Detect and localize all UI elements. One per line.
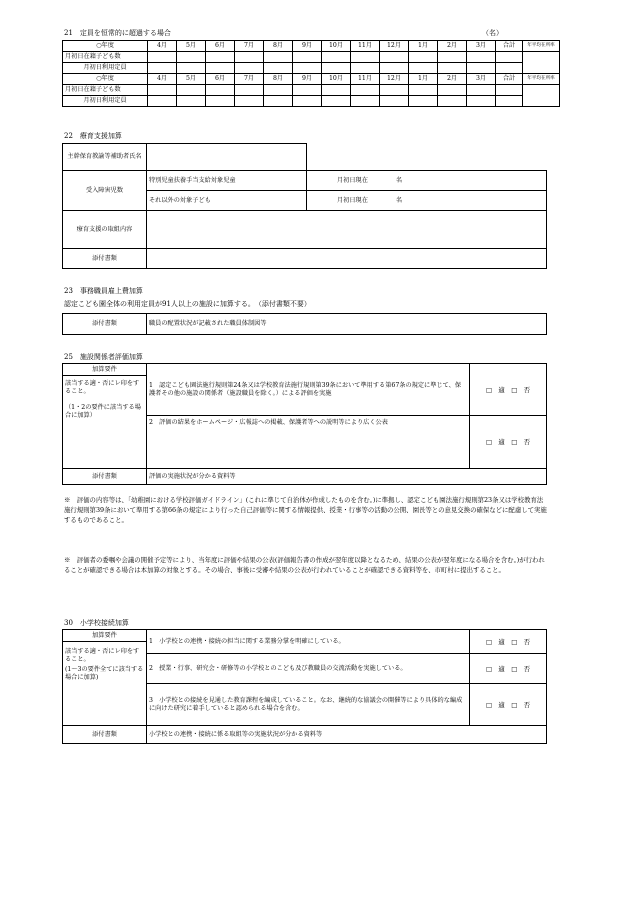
cell[interactable] [264, 63, 293, 74]
cell[interactable] [293, 85, 322, 96]
cell[interactable] [409, 85, 438, 96]
cell[interactable] [293, 63, 322, 74]
content-value[interactable] [147, 211, 547, 249]
month-header: 4月 [148, 74, 177, 85]
section-25-table [62, 363, 547, 485]
req-1: 1 小学校との連携・接続の担当に関する業務分掌を明確にしている。 [147, 630, 470, 654]
check-2[interactable]: □ 適 □ 否 [470, 654, 547, 684]
cell[interactable] [177, 96, 206, 107]
attach-label: 添付書類 [63, 249, 147, 269]
cell[interactable] [438, 63, 467, 74]
cell[interactable] [177, 85, 206, 96]
instruction-cell [63, 642, 147, 726]
table-row [63, 41, 560, 52]
cell[interactable] [467, 52, 496, 63]
cell[interactable] [177, 52, 206, 63]
check-instruction: 該当する適・否にレ印をすること。 [65, 380, 140, 395]
cell[interactable] [235, 52, 264, 63]
month-header: 2月 [438, 41, 467, 52]
cell[interactable] [264, 52, 293, 63]
cell[interactable] [380, 85, 409, 96]
check-1[interactable]: □ 適 □ 否 [470, 364, 547, 416]
cell[interactable] [206, 52, 235, 63]
teacher-value[interactable] [147, 144, 307, 171]
section-22-table [62, 143, 547, 269]
attach-label: 添付書類 [63, 469, 147, 485]
row-label-capacity: 月初日利用定員 [63, 63, 148, 74]
cell[interactable] [467, 63, 496, 74]
blank [307, 144, 547, 171]
avg-header: 年平均在所率 [523, 41, 560, 52]
cell[interactable] [496, 52, 523, 63]
month-header: 9月 [293, 41, 322, 52]
instruction-cell [63, 376, 147, 469]
cell[interactable] [380, 96, 409, 107]
month-header: 7月 [235, 41, 264, 52]
row-label-enrolled: 月初日在籍子ども数 [63, 52, 148, 63]
cell[interactable] [148, 85, 177, 96]
cell[interactable] [496, 96, 523, 107]
attach-text: 小学校との連携・接続に係る取組等の実施状況が分かる資料等 [147, 726, 547, 744]
total-header: 合計 [496, 41, 523, 52]
persons-label: 名 [395, 176, 403, 184]
attach-text: 評価の実施状況が分かる資料等 [147, 469, 547, 485]
section-23-table [62, 313, 547, 335]
month-header: 6月 [206, 41, 235, 52]
cell[interactable] [206, 96, 235, 107]
check-2[interactable]: □ 適 □ 否 [470, 416, 547, 469]
table-row [63, 96, 560, 107]
accepted-label: 受入障害児数 [63, 171, 147, 211]
table-row [63, 211, 547, 249]
row-label-enrolled: 月初日在籍子ども数 [63, 85, 148, 96]
cell[interactable] [351, 85, 380, 96]
row-label-capacity: 月初日利用定員 [63, 96, 148, 107]
table-row [63, 85, 560, 96]
table-row [63, 249, 547, 269]
month-header: 10月 [322, 41, 351, 52]
req-2: 2 評価の結果をホームページ・広報誌への掲載、保護者等への説明等により広く公表 [147, 416, 470, 469]
cell[interactable] [177, 63, 206, 74]
cell[interactable] [206, 63, 235, 74]
cell[interactable] [496, 63, 523, 74]
attach-value[interactable] [147, 249, 547, 269]
year-header: ○年度 [63, 41, 148, 52]
cell[interactable] [380, 52, 409, 63]
req-2: 2 授業・行事、研究会・研修等の小学校とのこども及び教職員の交流活動を実施している。 [147, 654, 470, 684]
month-header: 7月 [235, 74, 264, 85]
cell[interactable] [380, 63, 409, 74]
section-30-title: 30 小学校接続加算 [64, 619, 129, 627]
as-of-label: 月初日現在 [337, 196, 368, 204]
cell[interactable] [496, 85, 523, 96]
section-22-title: 22 療育支援加算 [64, 132, 122, 140]
avg-header: 年平均在所率 [523, 74, 560, 85]
req-label: 加算要件 [63, 364, 147, 376]
special-label: 特別児童扶養手当支給対象児童 [147, 171, 307, 191]
special-count[interactable] [307, 171, 547, 191]
section-30-table [62, 629, 547, 744]
cell[interactable] [438, 96, 467, 107]
total-header: 合計 [496, 74, 523, 85]
table-row [63, 52, 560, 63]
check-3[interactable]: □ 適 □ 否 [470, 684, 547, 726]
month-header: 8月 [264, 41, 293, 52]
section-25-title: 25 施設関係者評価加算 [64, 353, 143, 361]
req-label: 加算要件 [63, 630, 147, 642]
table-row [63, 171, 547, 191]
content-label: 療育支援の取組内容 [63, 211, 147, 249]
month-header: 1月 [409, 41, 438, 52]
month-header: 9月 [293, 74, 322, 85]
cell[interactable] [409, 96, 438, 107]
cell[interactable] [409, 52, 438, 63]
check-1[interactable]: □ 適 □ 否 [470, 630, 547, 654]
table-row [63, 364, 547, 376]
month-header: 5月 [177, 41, 206, 52]
cell[interactable] [206, 85, 235, 96]
cell[interactable] [322, 52, 351, 63]
cell[interactable] [235, 96, 264, 107]
month-header: 11月 [351, 41, 380, 52]
check-instruction: 該当する適・否にレ印をすること。 [65, 648, 140, 663]
cell[interactable] [322, 63, 351, 74]
month-header: 6月 [206, 74, 235, 85]
cell[interactable] [467, 85, 496, 96]
teacher-label: 主幹保育教諭等補助者氏名 [63, 144, 147, 171]
cell[interactable] [293, 96, 322, 107]
attach-label: 添付書類 [63, 726, 147, 744]
cell[interactable] [264, 85, 293, 96]
other-count[interactable] [307, 191, 547, 211]
section-21-table [62, 40, 560, 107]
cell[interactable] [409, 63, 438, 74]
table-row [63, 144, 547, 171]
cell[interactable] [467, 96, 496, 107]
month-header: 2月 [438, 74, 467, 85]
req-1: 1 認定こども園法施行規則第24条又は学校教育法施行規則第39条において準用する第67条の規定に準じて、保護者その他の施設の関係者（施設職員を除く。）による評価を実施 [147, 364, 470, 416]
month-header: 12月 [380, 41, 409, 52]
attach-label: 添付書類 [63, 314, 147, 335]
cell[interactable] [148, 96, 177, 107]
req-3: 3 小学校との接続を見通した教育課程を編成していること。なお、継続的な協議会の開催等により具体的な編成に向けた研究に着手していると認められる場合を含む。 [147, 684, 470, 726]
month-header: 8月 [264, 74, 293, 85]
as-of-label: 月初日現在 [337, 176, 368, 184]
month-header: 3月 [467, 41, 496, 52]
cell[interactable] [322, 85, 351, 96]
cell[interactable] [438, 85, 467, 96]
year-header: ○年度 [63, 74, 148, 85]
table-row [63, 63, 560, 74]
cell[interactable] [351, 96, 380, 107]
table-row [63, 726, 547, 744]
month-header: 1月 [409, 74, 438, 85]
section-23-title: 23 事務職員雇上費加算 [64, 287, 143, 295]
month-header: 10月 [322, 74, 351, 85]
table-row [63, 630, 547, 642]
other-label: それ以外の対象子ども [147, 191, 307, 211]
table-row [63, 74, 560, 85]
cell[interactable] [351, 52, 380, 63]
cell[interactable] [148, 63, 177, 74]
month-header: 12月 [380, 74, 409, 85]
month-header: 4月 [148, 41, 177, 52]
section-25-note-2: ※ 評価者の委嘱や会議の開催予定等により、当年度に評価や結果の公表(評価報告書の作成が翌年度以降となるため、結果の公表が翌年度になる場合を含む。)が行われることが確認できる場合は本加算の対象とする。その場合、事後に受審や結果の公表が行われていることが確認できる資料等を、市町村に提出すること。 [64, 556, 545, 574]
section-21-title: 21 定員を恒常的に超過する場合 [64, 29, 171, 37]
cell[interactable] [322, 96, 351, 107]
cell[interactable] [438, 52, 467, 63]
attach-text: 職員の配置状況が記載された職員体制図等 [147, 314, 547, 335]
month-header: 11月 [351, 74, 380, 85]
cell[interactable] [351, 63, 380, 74]
table-row [63, 469, 547, 485]
cell[interactable] [523, 85, 560, 107]
section-23-desc: 認定こども園全体の利用定員が91人以上の施設に加算する。 （添付書類不要） [64, 300, 311, 308]
section-21-unit: （名） [482, 29, 503, 37]
cell[interactable] [235, 63, 264, 74]
check-note: (1～3の要件全てに該当する場合に加算) [65, 666, 144, 681]
cell[interactable] [523, 52, 560, 74]
cell[interactable] [235, 85, 264, 96]
month-header: 5月 [177, 74, 206, 85]
cell[interactable] [264, 96, 293, 107]
persons-label: 名 [395, 196, 403, 204]
cell[interactable] [293, 52, 322, 63]
section-25-note-1: ※ 評価の内容等は、「幼稚園における学校評価ガイドライン」(これに準じて自治体が作成したものを含む。)に準拠し、認定こども園法施行規則第23条又は学校教育法施行規則第39条において準用する第66条の規定により行った自己評価等に関する情報提供、授業・行事等の活動の公開、園長等との意見交換の確保などに配慮して実施するものであること。 [64, 496, 547, 524]
check-note: （1・2の要件に該当する場合に加算） [65, 404, 141, 419]
month-header: 3月 [467, 74, 496, 85]
table-row [63, 314, 547, 335]
cell[interactable] [148, 52, 177, 63]
